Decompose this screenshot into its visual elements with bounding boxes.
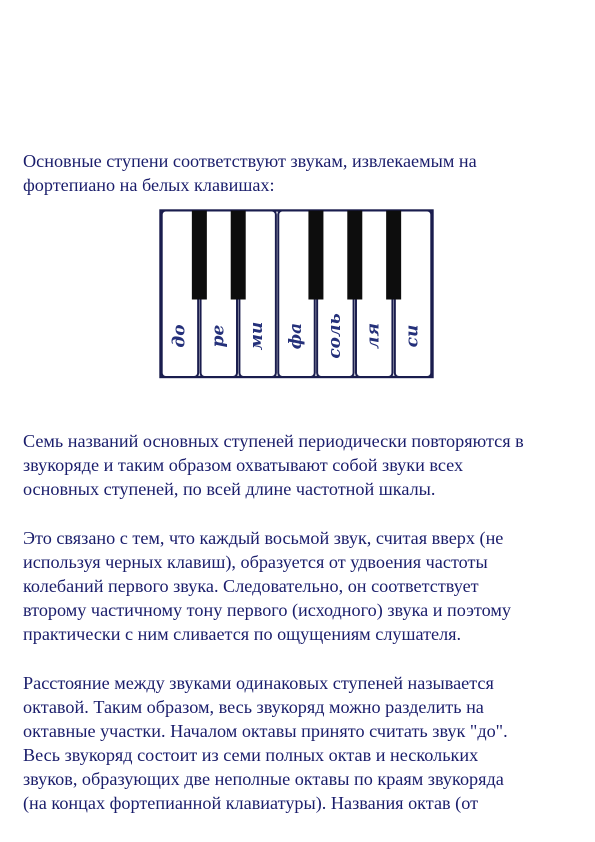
text-line: практически с ним сливается по ощущениям слушателя. xyxy=(23,624,462,644)
text-line: звуков, образующих две неполные октавы по краям звукоряда xyxy=(23,769,504,789)
text-line: фортепиано на белых клавишах: xyxy=(23,175,275,195)
text-line: Это связано с тем, что каждый восьмой звук, считая вверх (не xyxy=(23,528,504,548)
black-key xyxy=(308,211,323,300)
note-label: си xyxy=(402,324,423,348)
black-key xyxy=(347,211,362,300)
text-line: октавой. Таким образом, весь звукоряд можно разделить на xyxy=(23,697,484,717)
octave-definition-paragraph xyxy=(23,671,508,815)
black-key xyxy=(231,211,246,300)
note-label: до xyxy=(169,324,190,348)
note-label: ля xyxy=(363,323,384,349)
note-label: ре xyxy=(208,324,229,348)
text-line: второму частичному тону первого (исходного) звука и поэтому xyxy=(23,600,511,620)
text-line: Основные ступени соответствуют звукам, извлекаемым на xyxy=(23,151,477,171)
note-label: ми xyxy=(247,321,268,351)
text-line: звукоряде и таким образом охватывают собой звуки всех xyxy=(23,455,464,475)
text-line: колебаний первого звука. Следовательно, он соответствует xyxy=(23,576,479,596)
text-line: основных ступеней, по всей длине частотной шкалы. xyxy=(23,479,436,499)
note-label: соль xyxy=(324,313,345,359)
black-key xyxy=(386,211,401,300)
octave-reason-paragraph xyxy=(23,526,511,646)
black-key xyxy=(192,211,207,300)
text-line: Расстояние между звуками одинаковых ступеней называется xyxy=(23,673,494,693)
text-line: октавные участки. Началом октавы принято считать звук "до". xyxy=(23,721,508,741)
text-line: Весь звукоряд состоит из семи полных октав и нескольких xyxy=(23,745,479,765)
step-names-paragraph xyxy=(23,429,524,501)
text-line: Семь названий основных ступеней периодически повторяются в xyxy=(23,431,524,451)
note-label: фа xyxy=(286,322,306,350)
text-line: (на концах фортепианной клавиатуры). Названия октав (от xyxy=(23,793,479,813)
text-line: используя черных клавиш), образуется от удвоения частоты xyxy=(23,552,488,572)
piano-keyboard-svg xyxy=(159,209,434,380)
piano-keyboard-figure xyxy=(159,209,434,380)
intro-paragraph xyxy=(23,149,477,197)
